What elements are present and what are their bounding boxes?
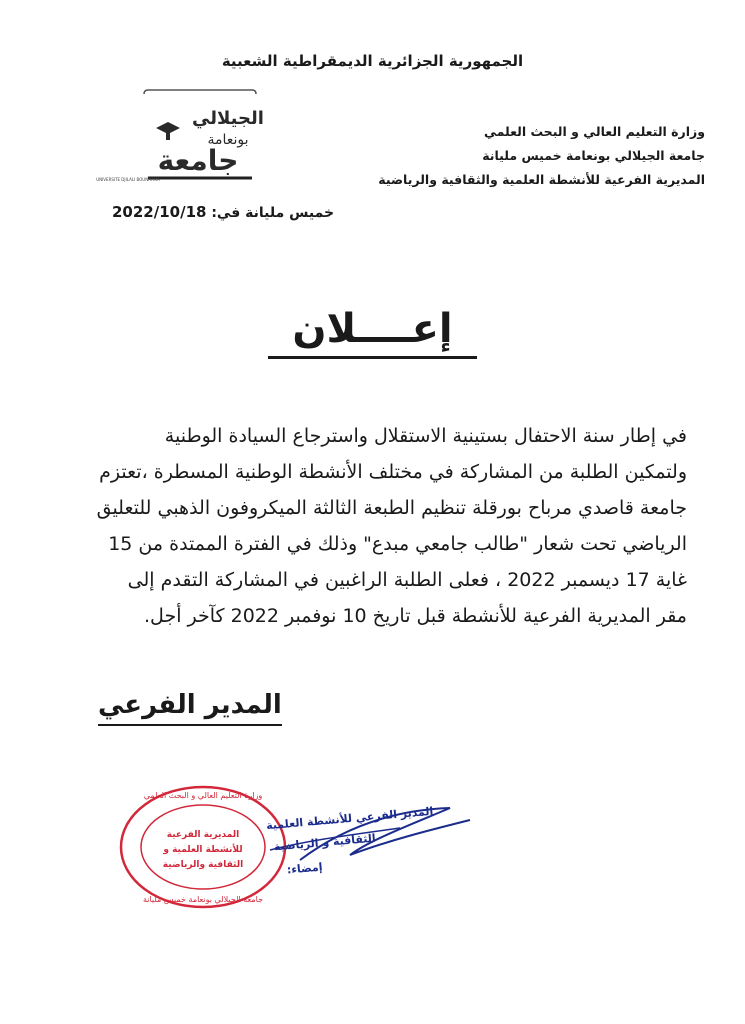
date-line	[112, 203, 334, 221]
university-logo	[96, 88, 264, 183]
date-label: خميس مليانة في:	[211, 205, 335, 221]
ministry-line: وزارة التعليم العالي و البحث العلمي	[483, 124, 705, 139]
svg-text:جامعة: جامعة	[157, 144, 239, 177]
directorate-line: المديرية الفرعية للأنشطة العلمية والثقافية والرياضية	[378, 172, 705, 187]
svg-text:UNIVERSITE DJILALI BOUNAAMA: UNIVERSITE DJILALI BOUNAAMA	[96, 177, 160, 182]
svg-text:الثقافية و الرياضية: الثقافية و الرياضية	[273, 831, 377, 854]
body-line-1: في إطار سنة الاحتفال بستينية الاستقلال واسترجاع السيادة الوطنية	[164, 425, 687, 447]
svg-text:جامعة الجيلالي بونعامة خميس مل: جامعة الجيلالي بونعامة خميس مليانة	[142, 895, 264, 904]
announcement-title-wrap	[0, 306, 745, 359]
body-line-6: مقر المديرية الفرعية للأنشطة قبل تاريخ 10 نوفمبر 2022 كآخر أجل.	[144, 605, 687, 627]
announcement-title: إعــــلان	[268, 306, 476, 359]
announcement-body	[62, 418, 687, 634]
svg-text:للأنشطة العلمية و: للأنشطة العلمية و	[163, 845, 243, 855]
republic-header: الجمهورية الجزائرية الديمقراطية الشعبية	[221, 52, 524, 70]
body-line-5: غاية 17 ديسمبر 2022 ، فعلى الطلبة الراغبين في المشاركة التقدم إلى	[127, 569, 687, 591]
body-line-2: ولتمكين الطلبة من المشاركة في مختلف الأنشطة الوطنية المسطرة ،تعتزم	[99, 461, 687, 483]
svg-text:الثقافية والرياضية: الثقافية والرياضية	[162, 860, 244, 870]
body-line-4: الرياضي تحت شعار "طالب جامعي مبدع" وذلك في الفترة الممتدة من 15	[108, 533, 687, 555]
svg-text:المديرية الفرعية: المديرية الفرعية	[166, 830, 240, 840]
svg-text:بونعامة: بونعامة	[207, 132, 249, 148]
svg-text:إمضاء:: إمضاء:	[286, 860, 323, 877]
signature-title: المدير الفرعي	[98, 690, 282, 726]
svg-text:الجيلالي: الجيلالي	[192, 108, 264, 129]
svg-text:وزارة التعليم العالي و البحث ا: وزارة التعليم العالي و البحث العلمي	[143, 791, 263, 800]
signature-handstamp	[150, 800, 480, 890]
date-value: 2022/10/18	[112, 203, 207, 221]
organization-block	[345, 120, 705, 192]
svg-text:المدير الفرعي للأنشطة العلمية: المدير الفرعي للأنشطة العلمية	[265, 804, 434, 833]
body-line-3: جامعة قاصدي مرباح بورقلة تنظيم الطبعة الثالثة الميكروفون الذهبي للتعليق	[96, 497, 687, 519]
university-line: جامعة الجيلالي بونعامة خميس مليانة	[482, 148, 705, 163]
